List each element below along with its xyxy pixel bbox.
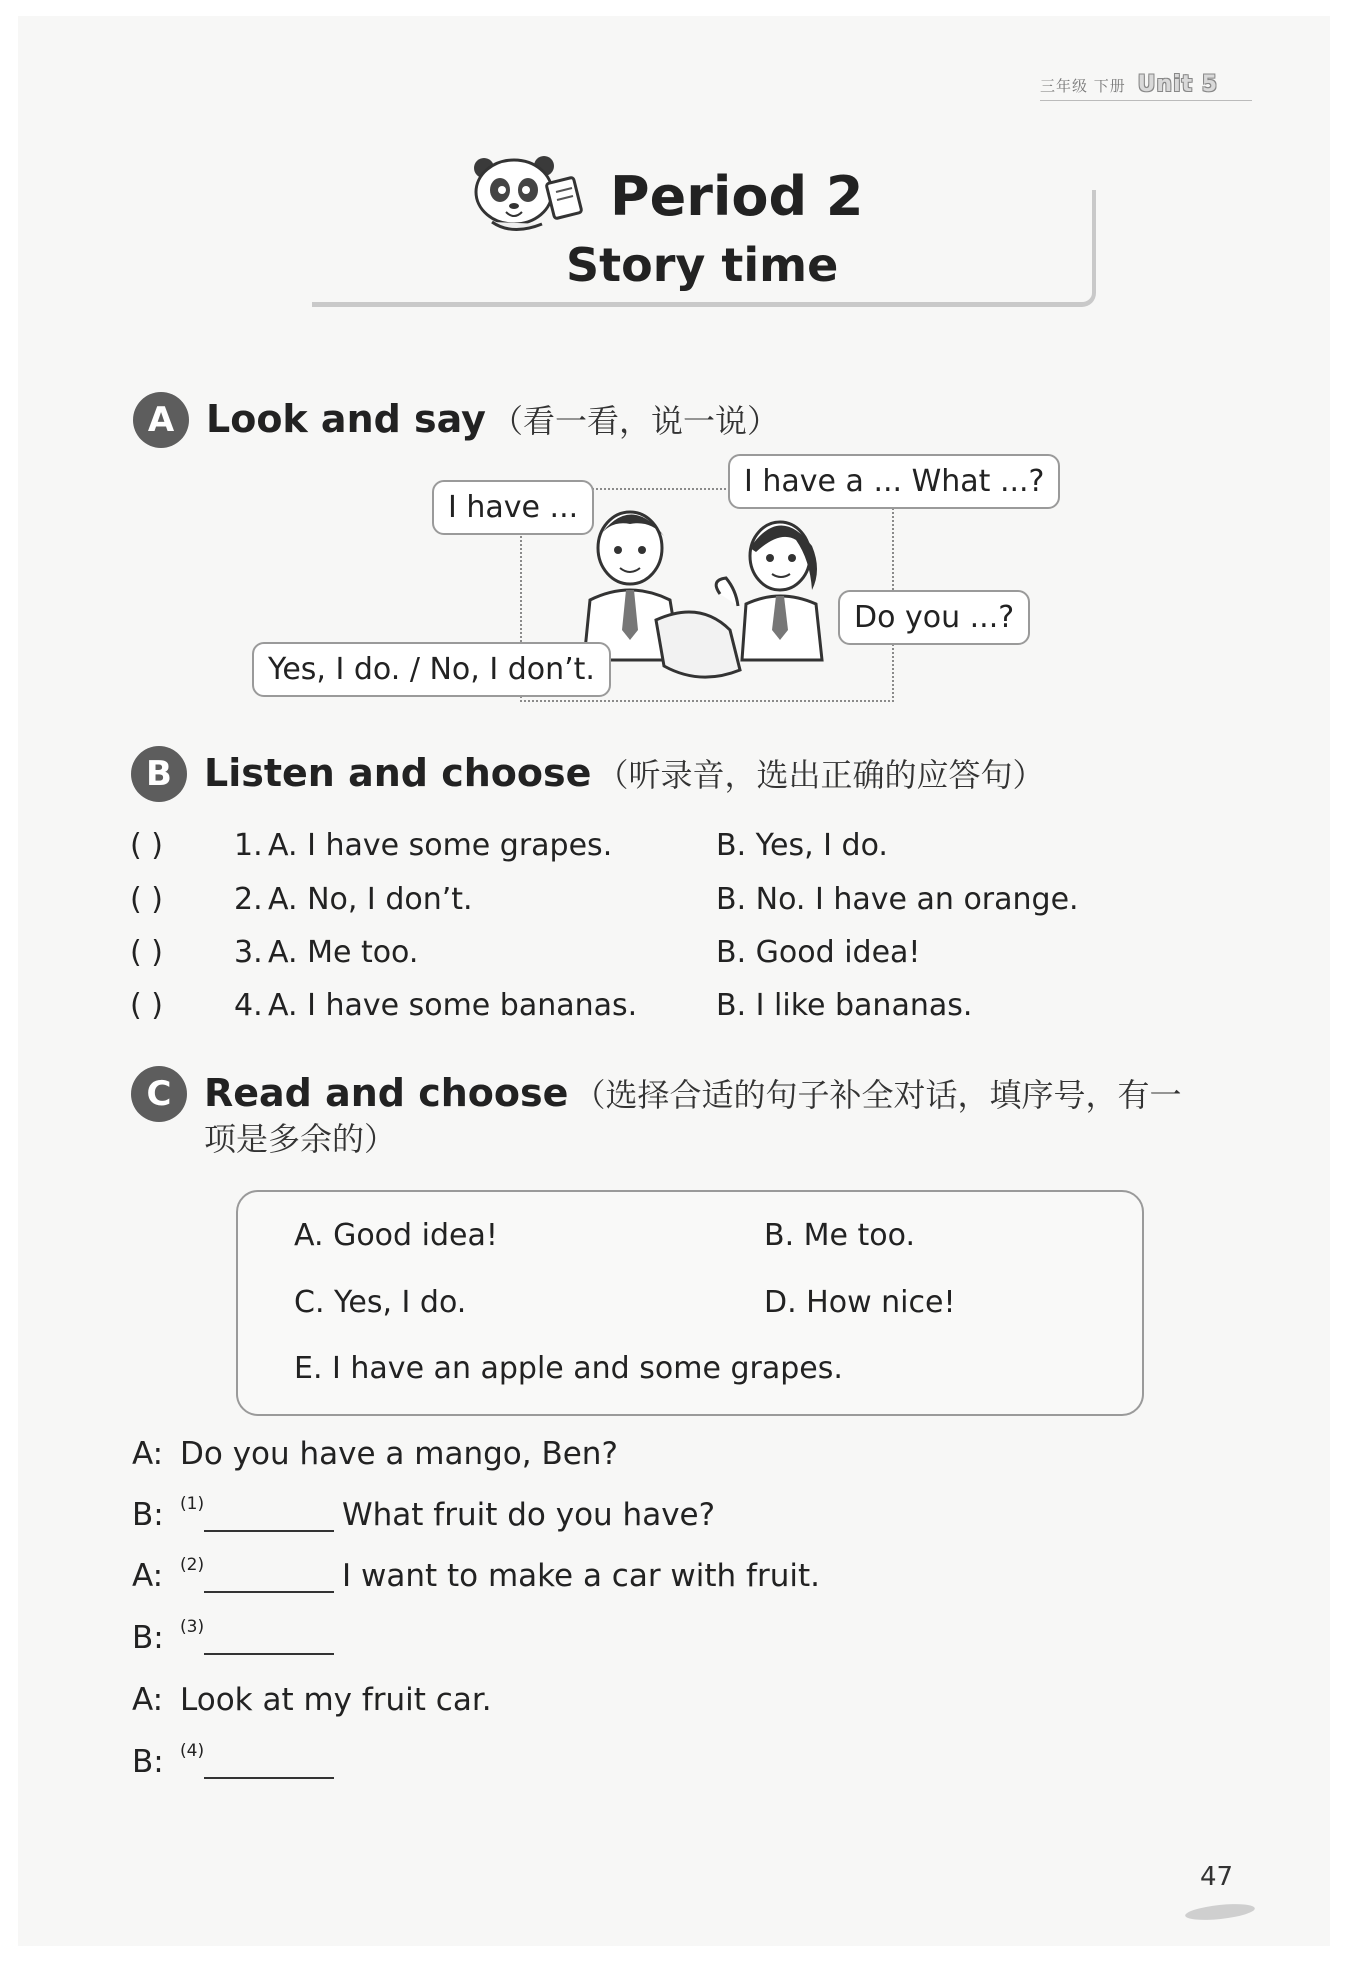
blank-number: (3)	[180, 1617, 205, 1637]
unit-label: Unit 5	[1137, 72, 1219, 97]
dialogue-speaker: A:	[132, 1558, 164, 1594]
dialogue-speaker: B:	[132, 1620, 164, 1656]
section-b-note: （听录音，选出正确的应答句）	[596, 756, 1045, 794]
section-c-badge: C	[131, 1066, 187, 1122]
item-2-option-a: A. No, I don’t.	[268, 882, 473, 917]
section-c-heading	[204, 1070, 1182, 1116]
dialogue-speaker: A:	[132, 1682, 164, 1718]
item-3-option-b: B. Good idea!	[716, 935, 921, 970]
section-a-badge: A	[133, 392, 189, 448]
section-c-title: Read and choose	[204, 1071, 569, 1115]
option-b: B. Me too.	[764, 1218, 916, 1253]
dialogue-line-2: What fruit do you have?	[342, 1497, 716, 1533]
dialogue-speaker: B:	[132, 1744, 164, 1780]
page-number: 47	[1200, 1862, 1234, 1892]
section-c-note: （选择合适的句子补全对话，填序号，有一	[573, 1076, 1182, 1114]
blank-number: (2)	[180, 1555, 205, 1575]
item-4-num: 4.	[234, 988, 263, 1023]
list-item	[130, 988, 163, 1023]
list-item	[130, 882, 163, 917]
dialogue-speaker: B:	[132, 1497, 164, 1533]
item-4-option-b: B. I like bananas.	[716, 988, 973, 1023]
page-subtitle: Story time	[566, 238, 839, 292]
list-item	[130, 828, 163, 863]
section-a-note: （看一看，说一说）	[491, 402, 780, 440]
dialogue-line-3: I want to make a car with fruit.	[342, 1558, 820, 1594]
item-2-option-b: B. No. I have an orange.	[716, 882, 1079, 917]
answer-parentheses[interactable]: ( )	[130, 828, 163, 863]
option-e: E. I have an apple and some grapes.	[294, 1351, 843, 1386]
answer-parentheses[interactable]: ( )	[130, 935, 163, 970]
section-b-badge: B	[131, 746, 187, 802]
blank-number: (1)	[180, 1494, 205, 1514]
page-title: Period 2	[610, 165, 864, 228]
speech-bubble-do-you: Do you ...?	[838, 590, 1030, 645]
dialogue-line-1: Do you have a mango, Ben?	[180, 1436, 618, 1472]
dialogue-speaker: A:	[132, 1436, 164, 1472]
answer-parentheses[interactable]: ( )	[130, 988, 163, 1023]
section-b-heading	[204, 750, 1045, 796]
panda-mascot-icon	[472, 152, 590, 236]
speech-bubble-i-have: I have ...	[432, 480, 594, 535]
item-2-num: 2.	[234, 882, 263, 917]
item-1-option-a: A. I have some grapes.	[268, 828, 613, 863]
answer-parentheses[interactable]: ( )	[130, 882, 163, 917]
speech-bubble-what: I have a ... What ...?	[728, 454, 1060, 509]
speech-bubble-yes-no: Yes, I do. / No, I don’t.	[252, 642, 611, 697]
list-item	[130, 935, 163, 970]
option-a: A. Good idea!	[294, 1218, 498, 1253]
item-1-option-b: B. Yes, I do.	[716, 828, 888, 863]
answer-blank-1[interactable]	[204, 1530, 334, 1532]
section-a-heading	[206, 396, 779, 442]
running-head	[1040, 72, 1218, 97]
answer-blank-2[interactable]	[204, 1591, 334, 1593]
blank-number: (4)	[180, 1741, 205, 1761]
item-3-option-a: A. Me too.	[268, 935, 419, 970]
item-4-option-a: A. I have some bananas.	[268, 988, 638, 1023]
grade-label: 三年级 下册	[1040, 77, 1126, 95]
option-c: C. Yes, I do.	[294, 1285, 467, 1320]
answer-blank-4[interactable]	[204, 1777, 334, 1779]
running-head-rule	[1040, 100, 1252, 101]
answer-blank-3[interactable]	[204, 1653, 334, 1655]
dialogue-line-5: Look at my fruit car.	[180, 1682, 492, 1718]
section-b-title: Listen and choose	[204, 751, 592, 795]
section-a-title: Look and say	[206, 397, 486, 441]
option-d: D. How nice!	[764, 1285, 956, 1320]
item-1-num: 1.	[234, 828, 263, 863]
item-3-num: 3.	[234, 935, 263, 970]
section-c-note-cont: 项是多余的）	[204, 1120, 397, 1158]
